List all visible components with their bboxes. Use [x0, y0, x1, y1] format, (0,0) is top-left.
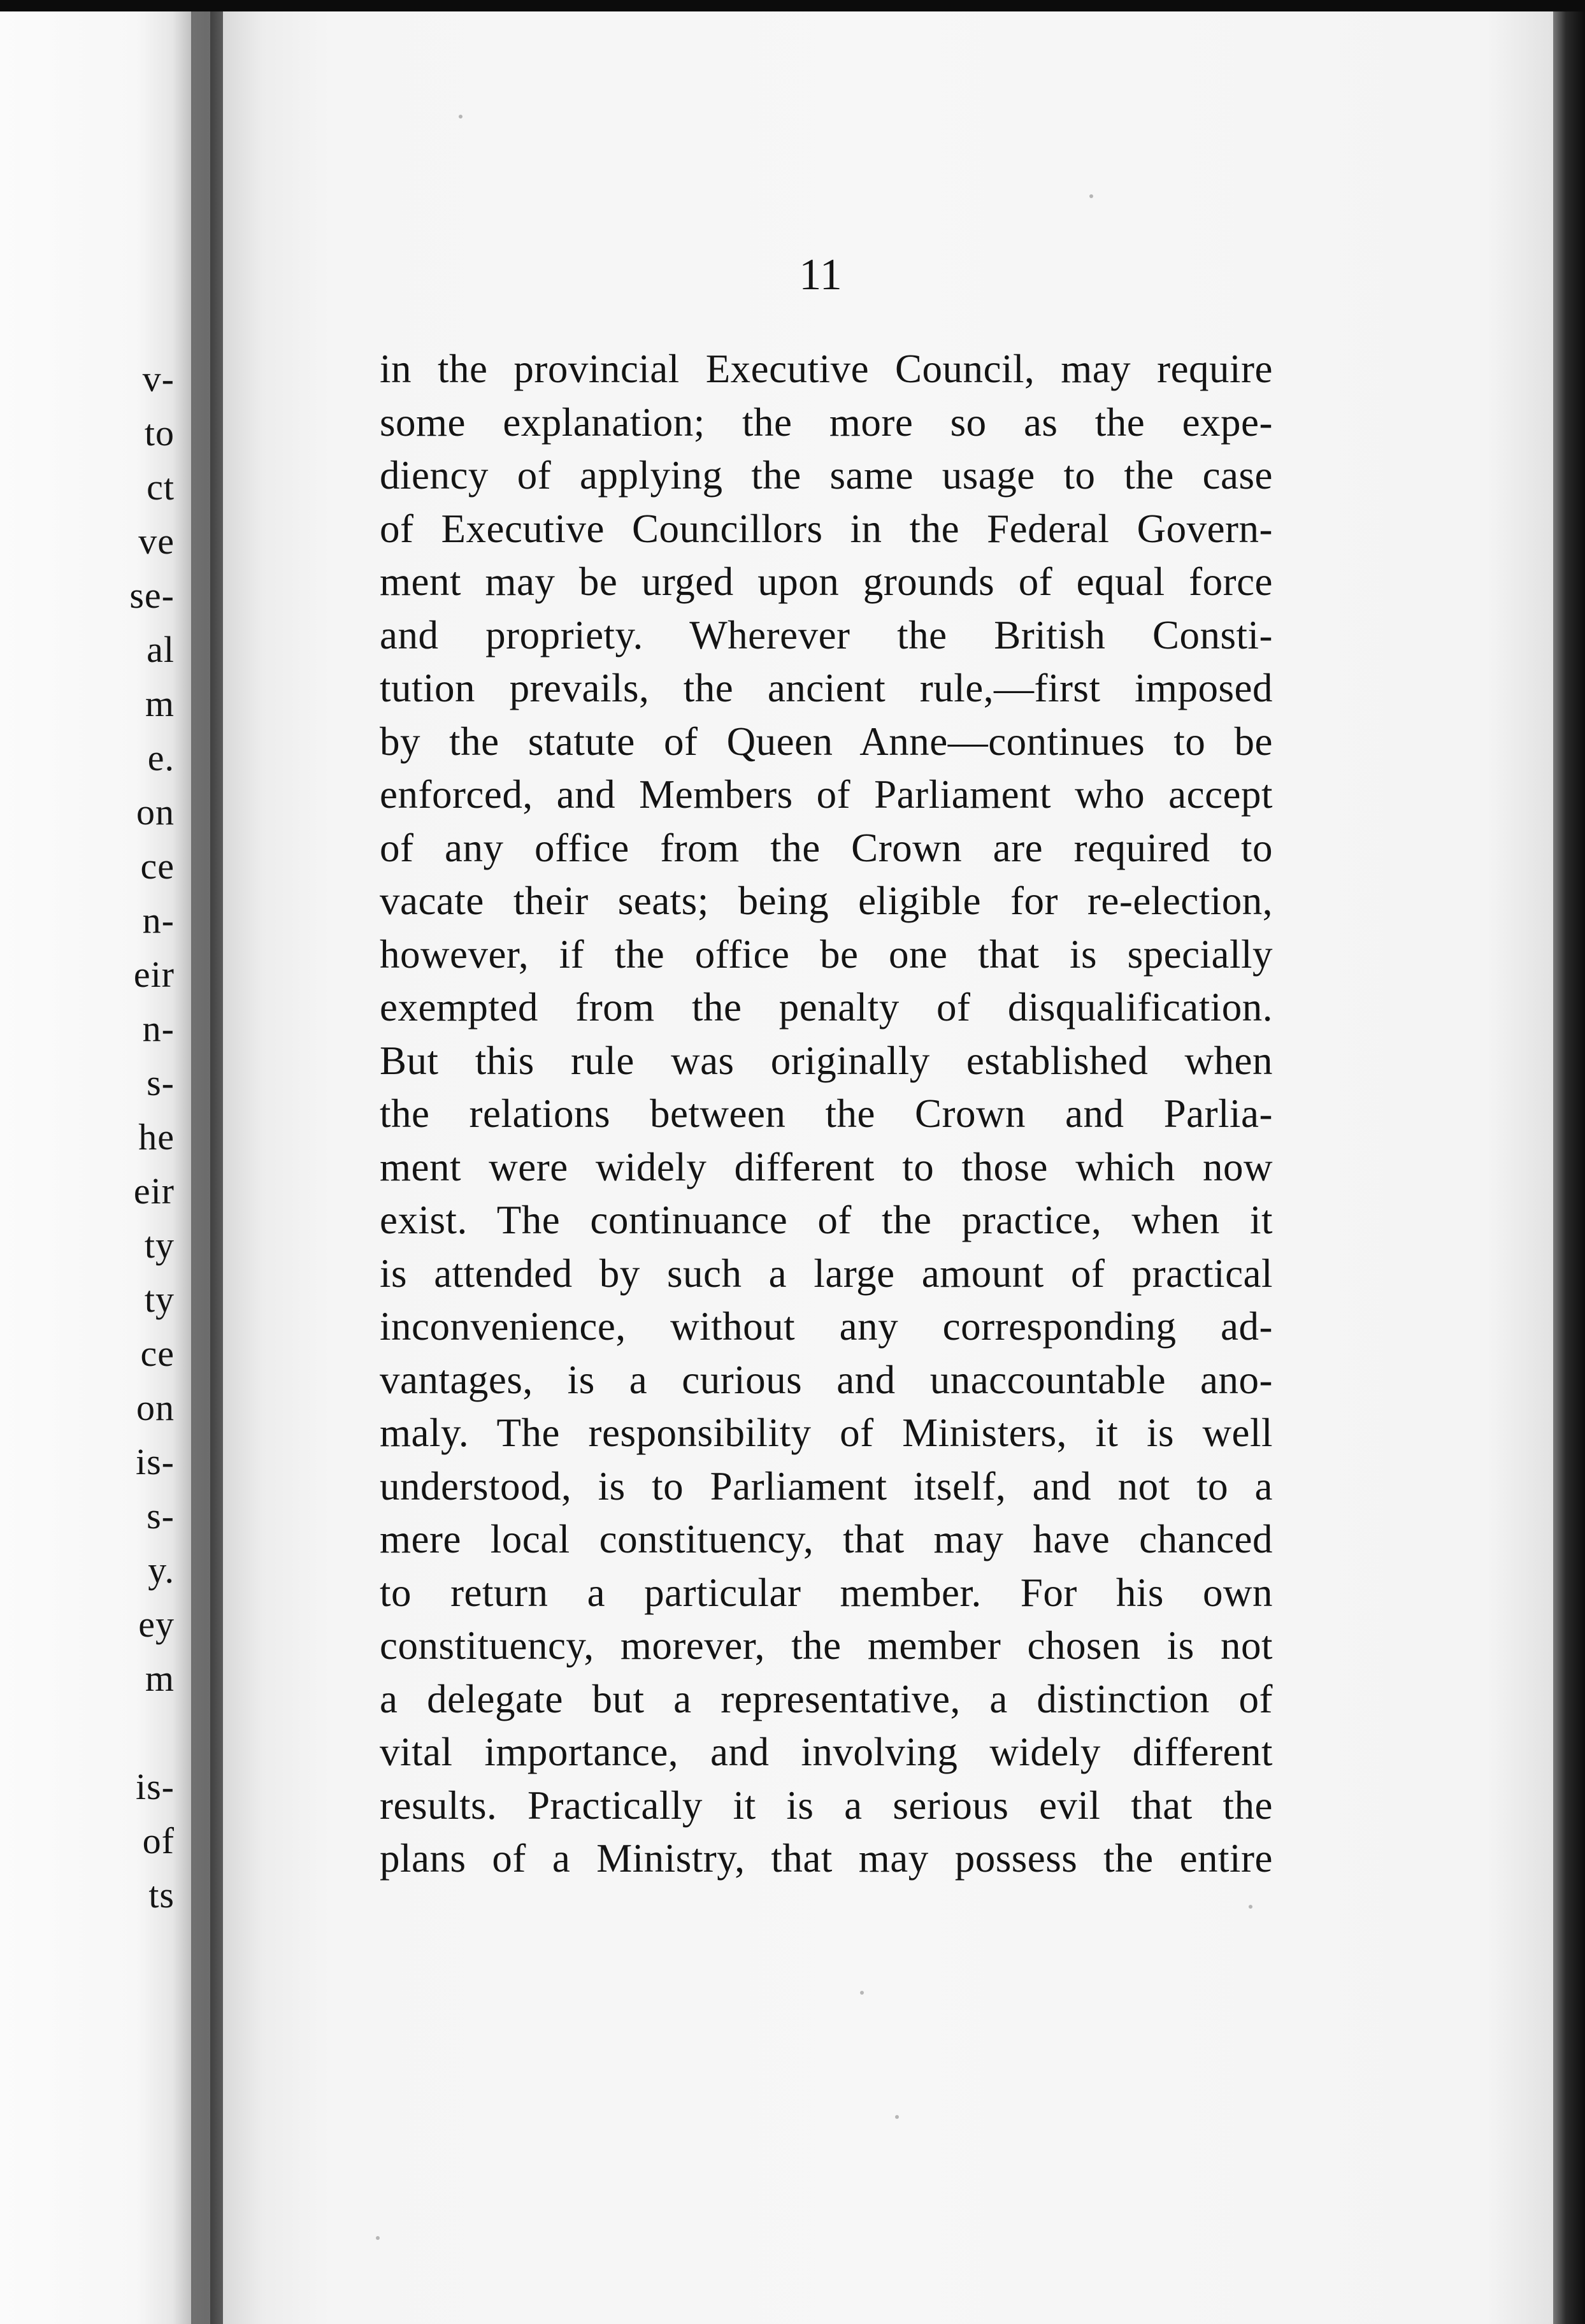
left-page-fragment: to: [144, 412, 175, 454]
text-line: vital importance, and involving widely different: [380, 1730, 1273, 1774]
left-page-fragment: is-: [136, 1766, 175, 1807]
left-page-fragment: n-: [142, 900, 175, 941]
text-line: vantages, is a curious and unaccountable ano-: [380, 1357, 1273, 1402]
left-page-fragment: m: [145, 683, 175, 724]
left-page-fragment: se-: [129, 575, 175, 616]
scan-speck: [459, 115, 463, 118]
left-page-fragment: e.: [147, 737, 175, 778]
text-line: maly. The responsibility of Ministers, it is well: [380, 1410, 1273, 1455]
left-page-fragment: ty: [144, 1224, 175, 1266]
left-page-fragment: ce: [140, 1333, 175, 1374]
body-text: [380, 343, 1273, 1886]
text-line: a delegate but a representative, a distinction of: [380, 1676, 1273, 1721]
left-page-fragment: of: [142, 1820, 175, 1861]
text-line: is attended by such a large amount of practical: [380, 1251, 1273, 1296]
scan-speck: [895, 2115, 899, 2119]
left-page-fragment: eir: [133, 1170, 175, 1212]
left-page-fragment: is-: [136, 1441, 175, 1482]
text-line: in the provincial Executive Council, may require: [380, 347, 1273, 391]
scan-speck: [1249, 1905, 1252, 1909]
left-page-fragment: eir: [133, 954, 175, 995]
left-page-fragment: ts: [148, 1874, 175, 1916]
page-right-edge: [1553, 11, 1585, 2324]
text-line: to return a particular member. For his own: [380, 1570, 1273, 1615]
page-number: 11: [799, 250, 842, 299]
left-page-fragment: v-: [142, 358, 175, 399]
text-line: ment were widely different to those which now: [380, 1144, 1273, 1189]
text-line: however, if the office be one that is specially: [380, 931, 1273, 977]
left-page-fragment: ct: [147, 466, 175, 508]
left-page-fragment: on: [136, 791, 175, 833]
scan-speck: [1089, 194, 1093, 198]
left-page-fragment: s-: [147, 1062, 175, 1103]
left-page-fragment: y.: [148, 1549, 175, 1591]
left-page-fragment: ey: [138, 1603, 175, 1645]
text-line: of Executive Councillors in the Federal Govern-: [380, 506, 1273, 551]
scan-speck: [860, 1991, 864, 1995]
text-line: understood, is to Parliament itself, and not to a: [380, 1463, 1273, 1509]
left-page-fragment: m: [145, 1658, 175, 1699]
left-page-fragment: n-: [142, 1008, 175, 1049]
text-line: mere local constituency, that may have chanced: [380, 1517, 1273, 1561]
previous-page-edge: [0, 11, 210, 2324]
text-line: enforced, and Members of Parliament who accept: [380, 772, 1273, 817]
text-line: diency of applying the same usage to the case: [380, 453, 1273, 498]
scan-speck: [376, 2236, 380, 2240]
text-line: results. Practically it is a serious evil that the: [380, 1782, 1273, 1828]
text-line: vacate their seats; being eligible for re-election,: [380, 879, 1273, 923]
left-page-fragment: ce: [140, 845, 175, 887]
text-line: ment may be urged upon grounds of equal force: [380, 559, 1273, 604]
text-line: some explanation; the more so as the expe-: [380, 399, 1273, 445]
text-line: exist. The continuance of the practice, when it: [380, 1198, 1273, 1242]
left-page-fragment: on: [136, 1387, 175, 1428]
text-line: But this rule was originally established when: [380, 1038, 1273, 1083]
left-page-fragment: al: [147, 629, 175, 670]
text-line: tution prevails, the ancient rule,—first imposed: [380, 666, 1273, 710]
text-line: constituency, morever, the member chosen is not: [380, 1623, 1273, 1668]
text-line: and propriety. Wherever the British Consti-: [380, 612, 1273, 657]
left-page-fragment: s-: [147, 1495, 175, 1537]
left-page-fragment: ve: [138, 520, 175, 562]
left-page-fragment: he: [138, 1116, 175, 1158]
text-line: the relations between the Crown and Parlia-: [380, 1091, 1273, 1136]
text-line: plans of a Ministry, that may possess the entire: [380, 1836, 1273, 1881]
text-line: inconvenience, without any corresponding ad-: [380, 1304, 1273, 1349]
text-line: exempted from the penalty of disqualification.: [380, 985, 1273, 1029]
text-line: by the statute of Queen Anne—continues to be: [380, 719, 1273, 764]
left-page-fragment: ty: [144, 1279, 175, 1320]
text-line: of any office from the Crown are required to: [380, 825, 1273, 870]
